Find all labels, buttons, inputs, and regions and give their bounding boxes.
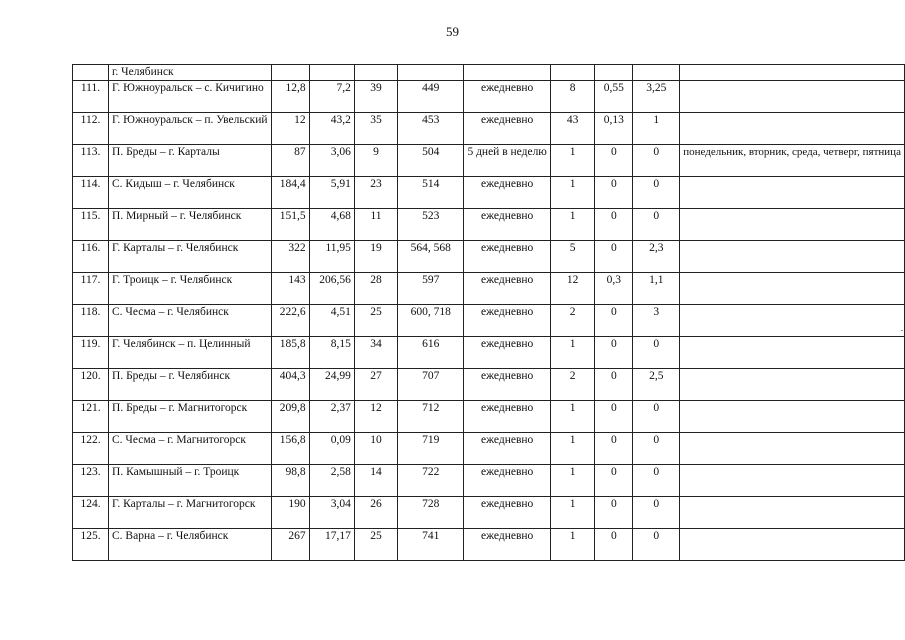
cell-route: П. Бреды – г. Магнитогорск: [109, 400, 272, 432]
cell-number: [73, 65, 109, 81]
cell-c10: 0: [633, 496, 680, 528]
cell-number: 116.: [73, 240, 109, 272]
cell-note: [680, 80, 905, 112]
cell-c5: 39: [354, 80, 397, 112]
cell-route: П. Мирный – г. Челябинск: [109, 208, 272, 240]
table-row: [73, 176, 905, 208]
cell-c6: [398, 65, 464, 81]
cell-note: [680, 528, 905, 560]
cell-frequency: ежедневно: [464, 400, 550, 432]
cell-c4: 206,56: [309, 272, 354, 304]
cell-c9: 0: [595, 144, 633, 176]
table-row: [73, 432, 905, 464]
cell-c9: 0: [595, 528, 633, 560]
cell-c8: 1: [550, 336, 594, 368]
table-row: [73, 112, 905, 144]
cell-distance: 404,3: [271, 368, 309, 400]
cell-note: [680, 176, 905, 208]
cell-frequency: ежедневно: [464, 80, 550, 112]
cell-c4: 8,15: [309, 336, 354, 368]
cell-c9: 0: [595, 496, 633, 528]
cell-number: 114.: [73, 176, 109, 208]
cell-c4: 11,95: [309, 240, 354, 272]
cell-c4: 5,91: [309, 176, 354, 208]
cell-frequency: ежедневно: [464, 368, 550, 400]
cell-c10: 3,25: [633, 80, 680, 112]
cell-route: Г. Карталы – г. Магнитогорск: [109, 496, 272, 528]
cell-c10: [633, 65, 680, 81]
cell-c8: 2: [550, 368, 594, 400]
cell-number: 121.: [73, 400, 109, 432]
cell-note: [680, 336, 905, 368]
table-row: [73, 208, 905, 240]
route-schedule-table: [72, 64, 905, 561]
cell-c9: 0: [595, 432, 633, 464]
cell-c10: 3: [633, 304, 680, 336]
cell-note: [680, 272, 905, 304]
cell-number: 120.: [73, 368, 109, 400]
cell-note: [680, 368, 905, 400]
cell-c10: 0: [633, 464, 680, 496]
table-row: [73, 272, 905, 304]
cell-route: П. Бреды – г. Челябинск: [109, 368, 272, 400]
cell-c9: 0: [595, 400, 633, 432]
cell-c9: 0,3: [595, 272, 633, 304]
cell-distance: 190: [271, 496, 309, 528]
cell-route-id: 504: [398, 144, 464, 176]
cell-c5: 10: [354, 432, 397, 464]
table-row: [73, 304, 905, 336]
cell-note: [680, 240, 905, 272]
cell-route: г. Челябинск: [109, 65, 272, 81]
cell-c9: 0: [595, 240, 633, 272]
table-row: [73, 464, 905, 496]
cell-c5: 35: [354, 112, 397, 144]
cell-frequency: ежедневно: [464, 432, 550, 464]
cell-distance: 12,8: [271, 80, 309, 112]
table-row: [73, 80, 905, 112]
cell-number: 111.: [73, 80, 109, 112]
cell-c10: 0: [633, 400, 680, 432]
cell-note: [680, 208, 905, 240]
cell-note: [680, 304, 905, 336]
cell-route-id: 597: [398, 272, 464, 304]
cell-c3: [271, 65, 309, 81]
cell-number: 117.: [73, 272, 109, 304]
cell-c8: 1: [550, 528, 594, 560]
cell-c5: 27: [354, 368, 397, 400]
cell-c9: 0,13: [595, 112, 633, 144]
cell-c10: 0: [633, 176, 680, 208]
cell-frequency: ежедневно: [464, 240, 550, 272]
cell-c10: 1,1: [633, 272, 680, 304]
cell-c5: 34: [354, 336, 397, 368]
cell-route-id: 741: [398, 528, 464, 560]
cell-route-id: 728: [398, 496, 464, 528]
cell-c7: [464, 65, 550, 81]
cell-frequency: 5 дней в неделю: [464, 144, 550, 176]
cell-route: С. Чесма – г. Магнитогорск: [109, 432, 272, 464]
cell-route: Г. Карталы – г. Челябинск: [109, 240, 272, 272]
cell-c8: 1: [550, 176, 594, 208]
cell-route-id: 616: [398, 336, 464, 368]
cell-route: С. Кидыш – г. Челябинск: [109, 176, 272, 208]
cell-distance: 222,6: [271, 304, 309, 336]
cell-distance: 156,8: [271, 432, 309, 464]
cell-c4: 7,2: [309, 80, 354, 112]
cell-frequency: ежедневно: [464, 208, 550, 240]
cell-distance: 322: [271, 240, 309, 272]
cell-c4: 3,04: [309, 496, 354, 528]
cell-frequency: ежедневно: [464, 112, 550, 144]
cell-route-id: 564, 568: [398, 240, 464, 272]
cell-c10: 2,3: [633, 240, 680, 272]
cell-c10: 0: [633, 336, 680, 368]
cell-c8: 12: [550, 272, 594, 304]
cell-c5: 9: [354, 144, 397, 176]
cell-number: 124.: [73, 496, 109, 528]
cell-c4: 2,37: [309, 400, 354, 432]
cell-route: П. Камышный – г. Троицк: [109, 464, 272, 496]
cell-c8: 1: [550, 400, 594, 432]
cell-c8: 5: [550, 240, 594, 272]
page-number: 59: [446, 24, 459, 39]
cell-c10: 0: [633, 432, 680, 464]
cell-route-id: 600, 718: [398, 304, 464, 336]
cell-note: [680, 400, 905, 432]
table-row-continued: [73, 65, 905, 81]
cell-distance: 12: [271, 112, 309, 144]
cell-route: Г. Южноуральск – п. Увельский: [109, 112, 272, 144]
cell-c5: 26: [354, 496, 397, 528]
cell-frequency: ежедневно: [464, 304, 550, 336]
table-row: [73, 400, 905, 432]
cell-c9: 0: [595, 336, 633, 368]
cell-c9: 0: [595, 304, 633, 336]
cell-frequency: ежедневно: [464, 464, 550, 496]
cell-c8: 8: [550, 80, 594, 112]
cell-note: понедельник, вторник, среда, четверг, пятница: [680, 144, 905, 176]
cell-route-id: 449: [398, 80, 464, 112]
cell-note: [680, 432, 905, 464]
cell-c10: 0: [633, 528, 680, 560]
cell-note: [680, 112, 905, 144]
cell-frequency: ежедневно: [464, 176, 550, 208]
cell-note: [680, 464, 905, 496]
cell-frequency: ежедневно: [464, 336, 550, 368]
cell-number: 113.: [73, 144, 109, 176]
cell-route: Г. Южноуральск – с. Кичигино: [109, 80, 272, 112]
cell-c9: 0: [595, 176, 633, 208]
table-row: [73, 496, 905, 528]
cell-route-id: 719: [398, 432, 464, 464]
cell-c8: 1: [550, 432, 594, 464]
cell-route: Г. Челябинск – п. Целинный: [109, 336, 272, 368]
cell-c10: 2,5: [633, 368, 680, 400]
cell-c10: 0: [633, 144, 680, 176]
cell-c8: 1: [550, 496, 594, 528]
cell-route-id: 722: [398, 464, 464, 496]
cell-number: 115.: [73, 208, 109, 240]
cell-c4: 2,58: [309, 464, 354, 496]
cell-number: 125.: [73, 528, 109, 560]
cell-route: Г. Троицк – г. Челябинск: [109, 272, 272, 304]
cell-c8: 1: [550, 464, 594, 496]
cell-c5: 11: [354, 208, 397, 240]
cell-distance: 143: [271, 272, 309, 304]
scan-edge-mark: [901, 330, 903, 331]
cell-route-id: 707: [398, 368, 464, 400]
cell-c4: 0,09: [309, 432, 354, 464]
cell-c5: 28: [354, 272, 397, 304]
cell-note: [680, 496, 905, 528]
cell-frequency: ежедневно: [464, 496, 550, 528]
cell-distance: 267: [271, 528, 309, 560]
cell-distance: 185,8: [271, 336, 309, 368]
cell-route: С. Варна – г. Челябинск: [109, 528, 272, 560]
cell-c5: [354, 65, 397, 81]
cell-route-id: 712: [398, 400, 464, 432]
cell-number: 123.: [73, 464, 109, 496]
cell-c10: 0: [633, 208, 680, 240]
cell-frequency: ежедневно: [464, 528, 550, 560]
cell-c5: 23: [354, 176, 397, 208]
cell-c4: 4,51: [309, 304, 354, 336]
cell-route-id: 453: [398, 112, 464, 144]
cell-c5: 25: [354, 528, 397, 560]
table-body: [73, 65, 905, 561]
cell-c8: 43: [550, 112, 594, 144]
cell-route-id: 514: [398, 176, 464, 208]
cell-number: 122.: [73, 432, 109, 464]
table-row: [73, 528, 905, 560]
cell-c4: 4,68: [309, 208, 354, 240]
cell-distance: 151,5: [271, 208, 309, 240]
cell-frequency: ежедневно: [464, 272, 550, 304]
table-row: [73, 240, 905, 272]
cell-c8: 1: [550, 208, 594, 240]
cell-number: 112.: [73, 112, 109, 144]
cell-c8: 1: [550, 144, 594, 176]
cell-c5: 25: [354, 304, 397, 336]
cell-c4: 24,99: [309, 368, 354, 400]
cell-c5: 12: [354, 400, 397, 432]
cell-note: [680, 65, 905, 81]
cell-c9: 0,55: [595, 80, 633, 112]
cell-c4: 17,17: [309, 528, 354, 560]
cell-c8: [550, 65, 594, 81]
cell-c5: 19: [354, 240, 397, 272]
table-row: [73, 368, 905, 400]
cell-distance: 209,8: [271, 400, 309, 432]
cell-number: 119.: [73, 336, 109, 368]
cell-distance: 184,4: [271, 176, 309, 208]
cell-c9: 0: [595, 464, 633, 496]
cell-c9: [595, 65, 633, 81]
cell-distance: 87: [271, 144, 309, 176]
cell-route-id: 523: [398, 208, 464, 240]
cell-c9: 0: [595, 208, 633, 240]
cell-c10: 1: [633, 112, 680, 144]
table-row: [73, 336, 905, 368]
cell-c4: 43,2: [309, 112, 354, 144]
cell-c8: 2: [550, 304, 594, 336]
cell-route: П. Бреды – г. Карталы: [109, 144, 272, 176]
cell-c4: [309, 65, 354, 81]
cell-c5: 14: [354, 464, 397, 496]
table-row: [73, 144, 905, 176]
cell-route: С. Чесма – г. Челябинск: [109, 304, 272, 336]
cell-number: 118.: [73, 304, 109, 336]
cell-c4: 3,06: [309, 144, 354, 176]
cell-c9: 0: [595, 368, 633, 400]
cell-distance: 98,8: [271, 464, 309, 496]
